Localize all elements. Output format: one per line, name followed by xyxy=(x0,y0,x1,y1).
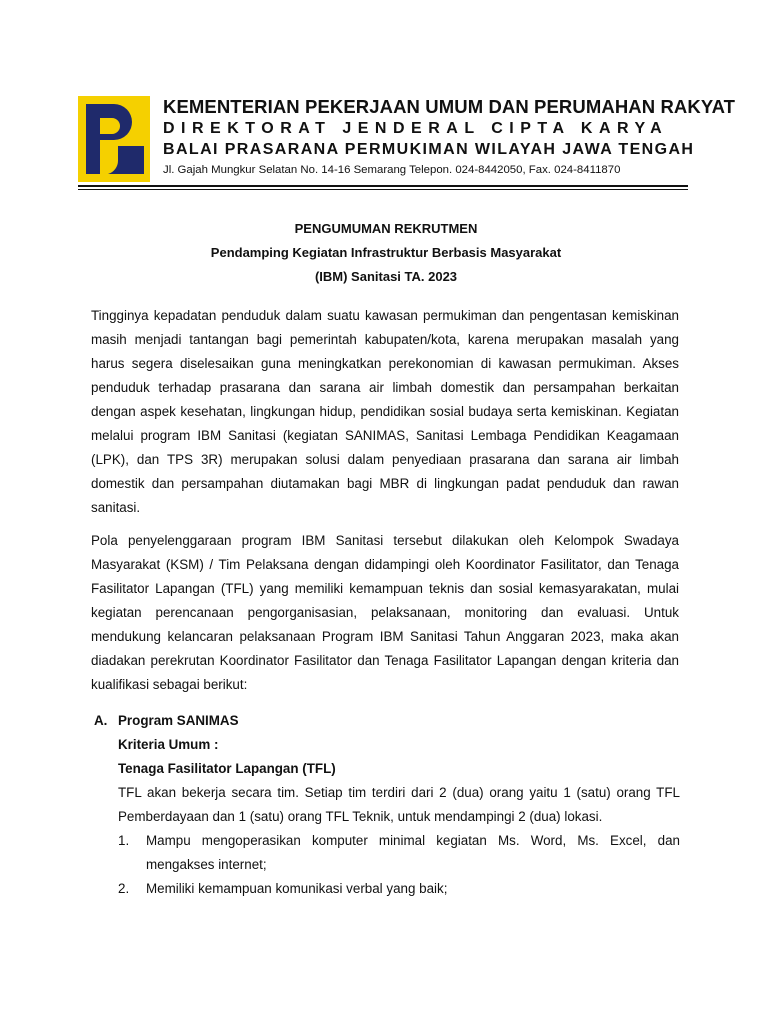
letterhead-divider xyxy=(78,185,688,187)
office-name: BALAI PRASARANA PERMUKIMAN WILAYAH JAWA TENGAH xyxy=(163,141,695,158)
list-item-number: 2. xyxy=(118,881,130,896)
paragraph-2: Pola penyelenggaraan program IBM Sanitasi tersebut dilakukan oleh Kelompok Swadaya Masyarakat (KSM) / Tim Pelaksana dengan didampingi oleh Koordinator Fasilitator, dan Tenaga Fasilitator Lapangan (TFL) yang memiliki kemampuan teknis dan sosial kemasyarakatan, mulai kegiatan perencanaan pengorganisasian, pelaksanaan, monitoring dan evaluasi. Untuk mendukung kelancaran pelaksanaan Program IBM Sanitasi Tahun Anggaran 2023, maka akan diadakan perekrutan Koordinator Fasilitator dan Tenaga Fasilitator Lapangan dengan kriteria dan kualifikasi sebagai berikut: xyxy=(91,533,679,692)
paragraph-1: Tingginya kepadatan penduduk dalam suatu kawasan permukiman dan pengentasan kemiskinan masih menjadi tantangan bagi pemerintah kabupaten/kota, karena merupakan masalah yang harus segera diselesaikan guna meningkatkan perekonomian di kawasan permukiman. Akses penduduk terhadap prasarana dan sarana air limbah domestik dan persampahan berkaitan dengan aspek kesehatan, lingkungan hidup, pendidikan sosial budaya serta kemiskinan. Kegiatan melalui program IBM Sanitasi (kegiatan SANIMAS, Sanitasi Lembaga Pendidikan Keagamaan (LPK), dan TPS 3R) merupakan solusi dalam penyediaan prasarana dan sarana air limbah domestik dan persampahan diutamakan bagi MBR di lingkungan padat penduduk dan rawan sanitasi. xyxy=(91,308,679,515)
office-address: Jl. Gajah Mungkur Selatan No. 14-16 Semarang Telepon. 024-8442050, Fax. 024-8411870 xyxy=(163,164,621,176)
role-heading: Tenaga Fasilitator Lapangan (TFL) xyxy=(118,761,336,776)
directorate-name: DIREKTORAT JENDERAL CIPTA KARYA xyxy=(163,120,669,137)
ministry-name: KEMENTERIAN PEKERJAAN UMUM DAN PERUMAHAN RAKYAT xyxy=(163,96,736,117)
list-item xyxy=(118,829,680,877)
letterhead-divider-thin xyxy=(78,189,688,190)
section-title: Program SANIMAS xyxy=(118,713,239,728)
list-item-text: Memiliki kemampuan komunikasi verbal yang baik; xyxy=(146,881,448,896)
list-item-text: Mampu mengoperasikan komputer minimal kegiatan Ms. Word, Ms. Excel, dan mengakses internet; xyxy=(146,833,680,872)
pupr-logo-icon xyxy=(78,96,150,182)
title-line-3: (IBM) Sanitasi TA. 2023 xyxy=(314,269,458,284)
title-line-2: Pendamping Kegiatan Infrastruktur Berbasis Masyarakat xyxy=(210,245,562,260)
criteria-heading: Kriteria Umum : xyxy=(118,737,219,752)
section-letter: A. xyxy=(94,713,108,728)
role-intro: TFL akan bekerja secara tim. Setiap tim terdiri dari 2 (dua) orang yaitu 1 (satu) orang TFL Pemberdayaan dan 1 (satu) orang TFL Teknik, untuk mendampingi 2 (dua) lokasi. xyxy=(118,785,680,824)
title-line-1: PENGUMUMAN REKRUTMEN xyxy=(294,221,478,236)
letterhead xyxy=(78,96,736,182)
list-item-number: 1. xyxy=(118,833,130,848)
section-a xyxy=(94,709,680,901)
announcement-title xyxy=(92,217,680,289)
list-item xyxy=(118,877,680,901)
